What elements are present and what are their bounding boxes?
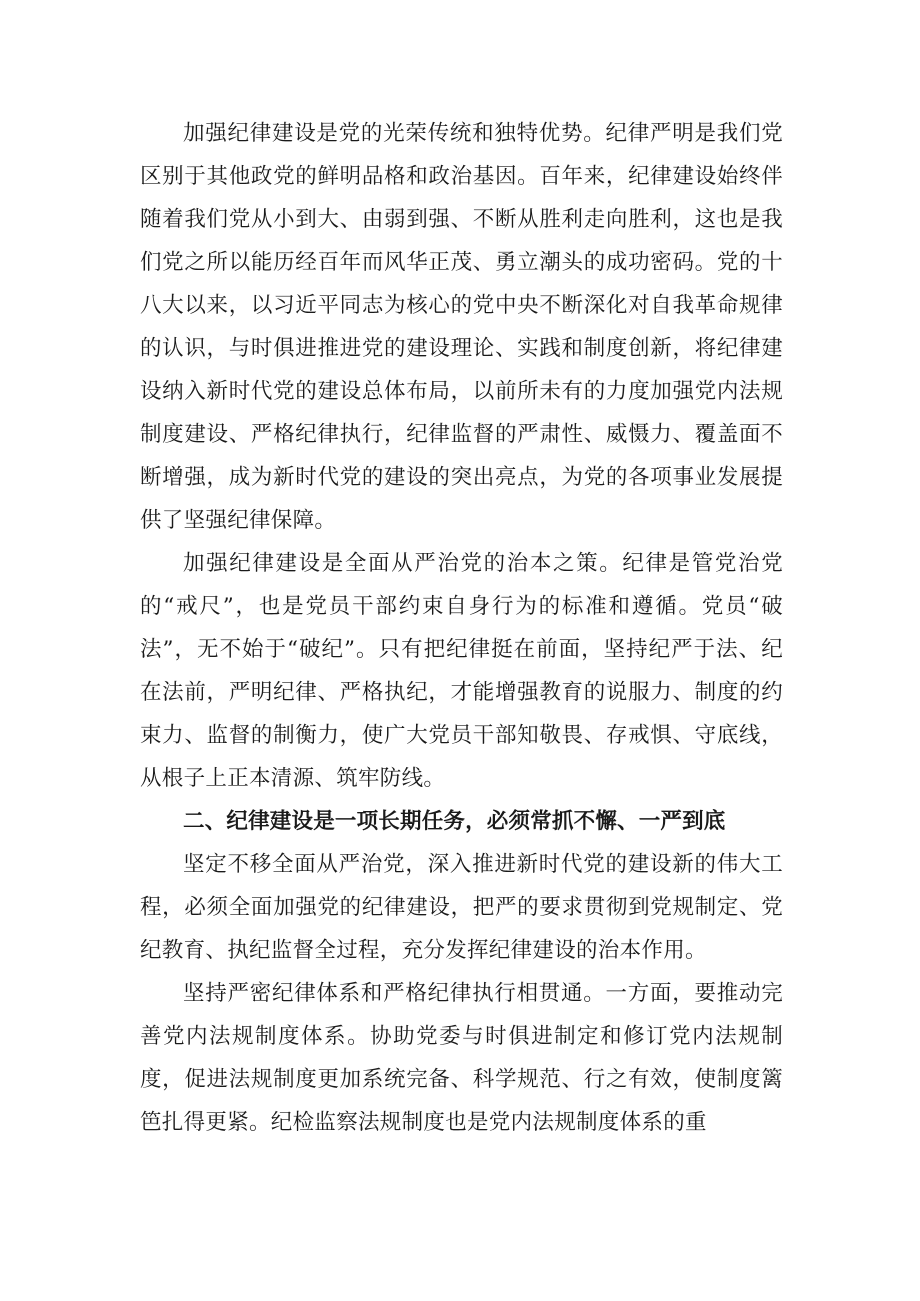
paragraph-discipline-root-strategy: 加强纪律建设是全面从严治党的治本之策。纪律是管党治党的“戒尺”，也是党员干部约束自身行为的标准和遵循。党员“破法”，无不始于“破纪”。只有把纪律挺在前面，坚持纪严于法、纪在法前，严明纪律、严格执纪，才能增强教育的说服力、制度的约束力、监督的制衡力，使广大党员干部知敬畏、存戒惧、守底线，从根子上正本清源、筑牢防线。 bbox=[140, 551, 783, 791]
paragraph-strict-governance: 坚定不移全面从严治党，深入推进新时代党的建设新的伟大工程，必须全面加强党的纪律建设，把严的要求贯彻到党规制定、党纪教育、执纪监督全过程，充分发挥纪律建设的治本作用。 bbox=[140, 852, 783, 963]
paragraph-discipline-tradition: 加强纪律建设是党的光荣传统和独特优势。纪律严明是我们党区别于其他政党的鲜明品格和政治基因。百年来，纪律建设始终伴随着我们党从小到大、由弱到强、不断从胜利走向胜利，这也是我们党之所以能历经百年而风华正茂、勇立潮头的成功密码。党的十八大以来，以习近平同志为核心的党中央不断深化对自我革命规律的认识，与时俱进推进党的建设理论、实践和制度创新，将纪律建设纳入新时代党的建设总体布局，以前所未有的力度加强党内法规制度建设、严格纪律执行，纪律监督的严肃性、威慑力、覆盖面不断增强，成为新时代党的建设的突出亮点，为党的各项事业发展提供了坚强纪律保障。 bbox=[140, 121, 783, 533]
document-page bbox=[140, 112, 783, 1144]
section-heading-2: 二、纪律建设是一项长期任务，必须常抓不懈、一严到底 bbox=[183, 809, 726, 834]
paragraph-discipline-system: 坚持严密纪律体系和严格纪律执行相贯通。一方面，要推动完善党内法规制度体系。协助党委与时俱进制定和修订党内法规制度，促进法规制度更加系统完备、科学规范、行之有效，使制度篱笆扎得更紧。纪检监察法规制度也是党内法规制度体系的重 bbox=[140, 981, 783, 1135]
